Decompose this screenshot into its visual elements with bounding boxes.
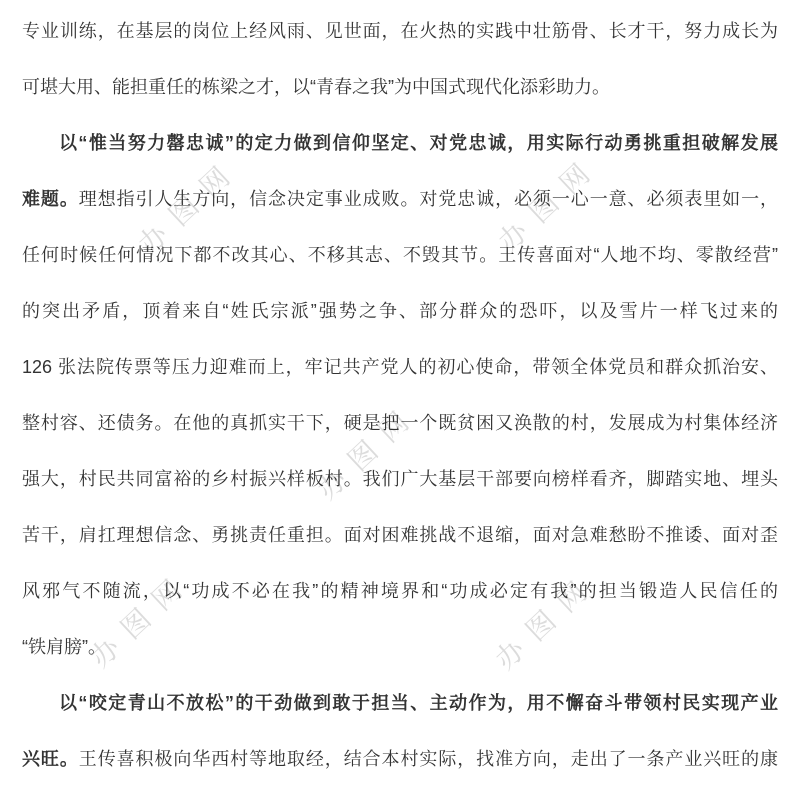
text-segment: 专业训练，在基层的岗位上经风雨、见世面，在火热的实践中壮筋骨、长才干，努力成长为 <box>22 21 778 41</box>
text-line <box>22 227 778 283</box>
bold-text-segment: 兴旺。 <box>22 749 79 769</box>
bantuwang-watermark: 办图网 <box>132 151 246 261</box>
bantuwang-watermark: 办图网 <box>492 148 606 258</box>
text-line <box>22 395 778 451</box>
text-segment: 整村容、还债务。在他的真抓实干下，硬是把一个既贫困又涣散的村，发展成为村集体经济 <box>22 413 778 433</box>
text-segment: 苦干，肩扛理想信念、勇挑责任重担。面对困难挑战不退缩，面对急难愁盼不推诿、面对歪 <box>22 525 778 545</box>
text-segment: 126 张法院传票等压力迎难而上，牢记共产党人的初心使命，带领全体党员和群众抓治安、 <box>22 357 778 377</box>
text-line <box>22 283 778 339</box>
text-segment: 可堪大用、能担重任的栋梁之才，以“青春之我”为中国式现代化添彩助力。 <box>22 77 610 97</box>
text-line <box>22 3 778 59</box>
text-line <box>22 59 778 115</box>
text-segment: 王传喜积极向华西村等地取经，结合本村实际，找准方向，走出了一条产业兴旺的康 <box>78 749 778 769</box>
bold-text-segment: 以“咬定青山不放松”的干劲做到敢于担当、主动作为，用不懈奋斗带领村民实现产业 <box>59 693 778 713</box>
text-segment: 风邪气不随流，以“功成不必在我”的精神境界和“功成必定有我”的担当锻造人民信任的 <box>22 581 778 601</box>
text-line <box>22 619 778 675</box>
text-line <box>22 731 778 787</box>
text-line <box>22 563 778 619</box>
text-segment: 的突出矛盾，顶着来自“姓氏宗派”强势之争、部分群众的恐吓，以及雪片一样飞过来的 <box>22 301 778 321</box>
bantuwang-watermark: 办图网 <box>311 396 425 506</box>
text-line <box>22 675 778 731</box>
text-segment: 理想指引人生方向，信念决定事业成败。对党忠诚，必须一心一意、必须表里如一， <box>78 189 778 209</box>
text-line <box>22 339 778 395</box>
text-line <box>22 171 778 227</box>
text-line <box>22 115 778 171</box>
bold-text-segment: 难题。 <box>22 189 79 209</box>
bantuwang-watermark: 办图网 <box>489 566 603 676</box>
text-line <box>22 507 778 563</box>
document-text <box>22 3 778 787</box>
text-segment: 任何时候任何情况下都不改其心、不移其志、不毁其节。王传喜面对“人地不均、零散经营” <box>22 245 778 265</box>
text-segment: “铁肩膀”。 <box>22 637 106 657</box>
text-segment: 强大，村民共同富裕的乡村振兴样板村。我们广大基层干部要向榜样看齐，脚踏实地、埋头 <box>22 469 778 489</box>
bantuwang-watermark: 办图网 <box>84 564 198 674</box>
text-line <box>22 451 778 507</box>
bold-text-segment: 以“惟当努力罄忠诚”的定力做到信仰坚定、对党忠诚，用实际行动勇挑重担破解发展 <box>59 133 778 153</box>
